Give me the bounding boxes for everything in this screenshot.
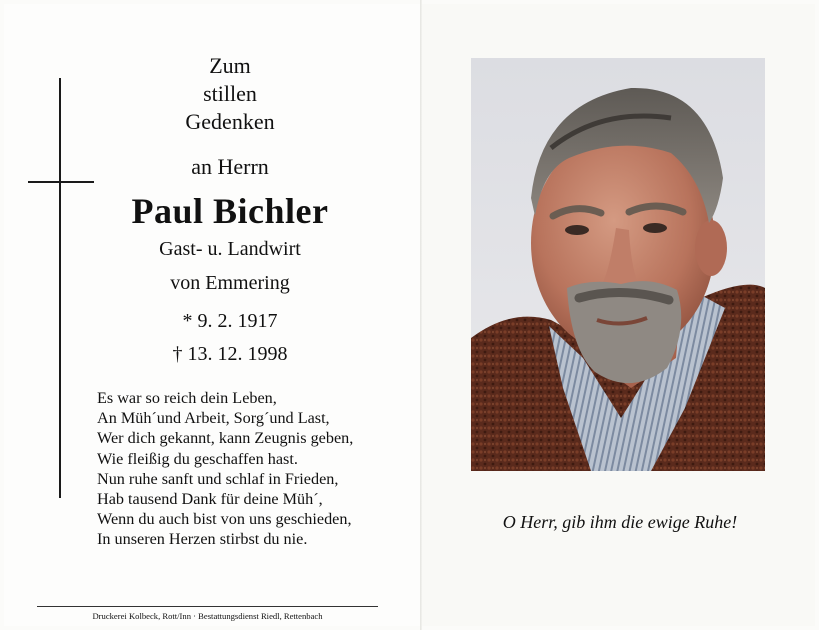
portrait-photo: [471, 58, 765, 471]
printer-credits: Druckerei Kolbeck, Rott/Inn · Bestattungsdienst Riedl, Rettenbach: [92, 611, 323, 621]
remembrance-heading: [110, 52, 350, 136]
birth-date: * 9. 2. 1917: [182, 310, 278, 332]
poem-line: Wenn du auch bist von uns geschieden,: [97, 510, 352, 529]
poem-line: Nun ruhe sanft und schlaf in Frieden,: [97, 469, 339, 488]
footer-divider: [37, 606, 378, 607]
deceased-name: Paul Bichler: [131, 191, 329, 231]
portrait-image: [471, 58, 765, 471]
poem-line: Es war so reich dein Leben,: [97, 389, 277, 407]
salutation: an Herrn: [191, 154, 269, 179]
cross-icon-bar: [28, 181, 94, 183]
poem-line: In unseren Herzen stirbst du nie.: [97, 530, 308, 549]
occupation: Gast- u. Landwirt: [159, 238, 301, 260]
heading-line: stillen: [203, 81, 257, 106]
prayer-caption: O Herr, gib ihm die ewige Ruhe!: [502, 512, 738, 532]
origin: von Emmering: [170, 272, 290, 294]
poem-line: Wer dich gekannt, kann Zeugnis geben,: [97, 429, 354, 448]
poem-line: Hab tausend Dank für deine Müh´,: [97, 490, 323, 509]
poem-line: Wie fleißig du geschaffen hast.: [97, 449, 298, 468]
poem-line: An Müh´und Arbeit, Sorg´und Last,: [97, 409, 330, 428]
memorial-poem: [97, 388, 407, 550]
cross-icon: [59, 78, 61, 498]
heading-line: Zum: [209, 53, 251, 78]
death-date: † 13. 12. 1998: [172, 343, 288, 365]
heading-line: Gedenken: [185, 109, 275, 134]
